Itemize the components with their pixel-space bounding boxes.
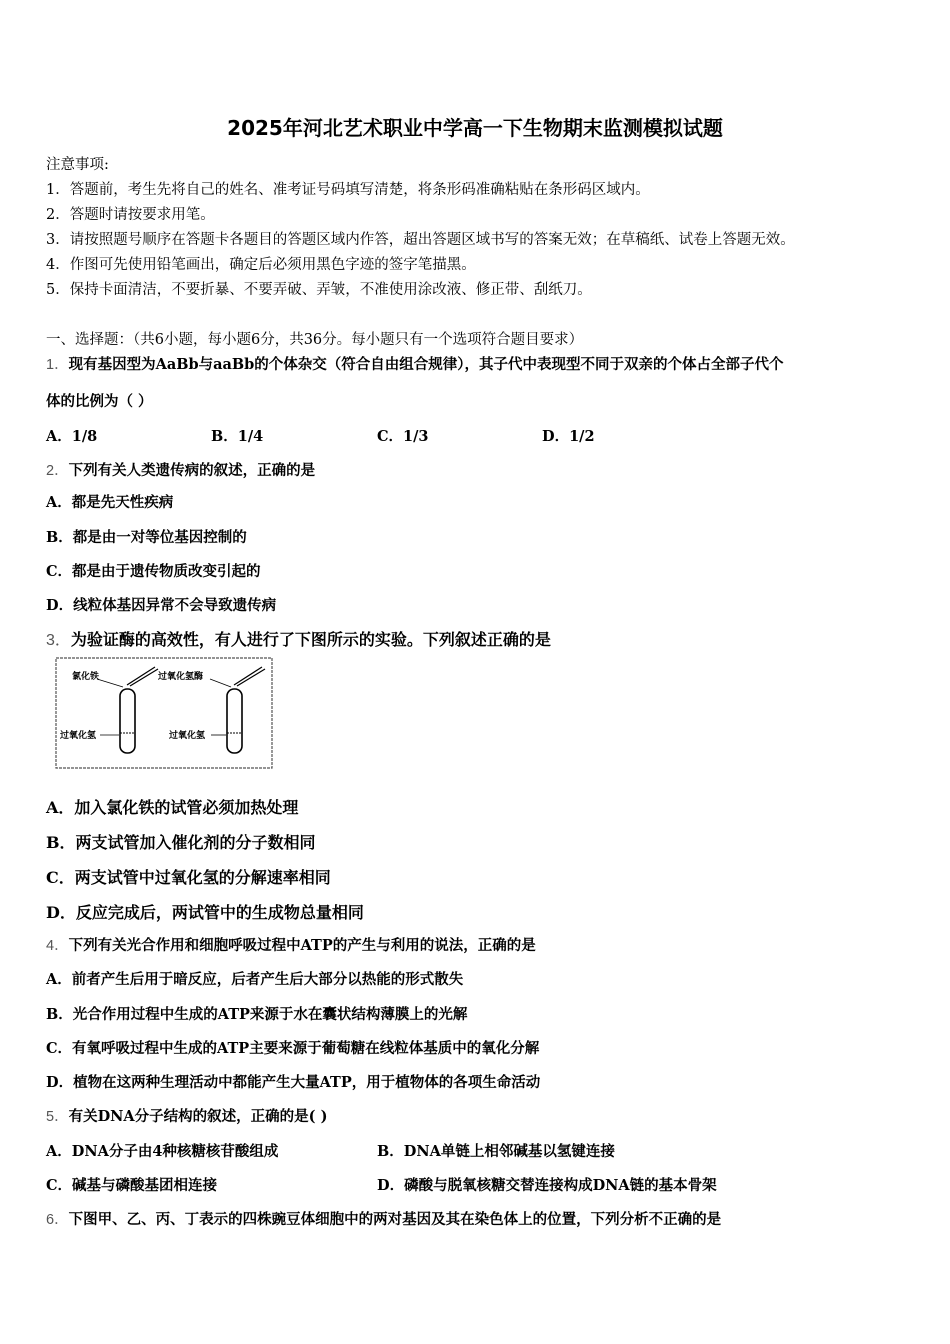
option-d: D．磷酸与脱氧核糖交替连接构成DNA链的基本骨架 xyxy=(377,1177,717,1194)
label-pointer xyxy=(97,679,123,687)
notice-item: 1．答题前，考生先将自己的姓名、准考证号码填写清楚，将条形码准确粘贴在条形码区域内。 xyxy=(46,182,650,198)
section-heading: 一、选择题：（共6小题，每小题6分，共36分。每小题只有一个选项符合题目要求） xyxy=(46,332,584,348)
notice-item: 4．作图可先使用铅笔画出，确定后必须用黑色字迹的签字笔描黑。 xyxy=(46,257,476,273)
option-c: C．碱基与磷酸基团相连接 xyxy=(46,1177,218,1194)
question-number: 3． xyxy=(46,632,71,649)
question-stem xyxy=(46,934,536,955)
page-title: 2025年河北艺术职业中学高一下生物期末监测模拟试题 xyxy=(227,116,723,140)
option-b: B．两支试管加入催化剂的分子数相同 xyxy=(46,833,316,852)
question-stem xyxy=(46,1208,721,1229)
question-text: 有关DNA分子结构的叙述，正确的是( ) xyxy=(68,1108,328,1125)
option-b: B．1/4 xyxy=(211,428,264,445)
option-b: B．光合作用过程中生成的ATP来源于水在囊状结构薄膜上的光解 xyxy=(46,1006,468,1023)
test-tube-left xyxy=(120,689,135,753)
label-hydrogen-peroxide-right: 过氧化氢 xyxy=(169,731,206,741)
question-number: 5． xyxy=(46,1109,69,1125)
option-a: A．1/8 xyxy=(46,428,98,445)
label-catalase: 过氧化氢酶 xyxy=(158,672,204,682)
question-text: 为验证酶的高效性，有人进行了下图所示的实验。下列叙述正确的是 xyxy=(70,630,551,649)
dropper-right xyxy=(234,667,262,685)
question-stem xyxy=(46,627,551,650)
option-d: D．反应完成后，两试管中的生成物总量相同 xyxy=(46,903,364,922)
question-stem xyxy=(46,1105,327,1126)
test-tube-right xyxy=(227,689,242,753)
dropper-left-edge xyxy=(130,669,158,686)
option-c: C．两支试管中过氧化氢的分解速率相同 xyxy=(46,868,331,887)
option-c: C．1/3 xyxy=(377,428,429,445)
option-d: D．1/2 xyxy=(542,428,595,445)
notice-item: 2．答题时请按要求用笔。 xyxy=(46,207,215,223)
dropper-right-edge xyxy=(237,669,265,686)
question-text: 下列有关人类遗传病的叙述，正确的是 xyxy=(68,462,316,479)
question-number: 1． xyxy=(46,357,69,373)
notice-heading: 注意事项: xyxy=(46,157,109,173)
option-b: B．都是由一对等位基因控制的 xyxy=(46,529,247,546)
option-d: D．线粒体基因异常不会导致遗传病 xyxy=(46,597,277,614)
question-stem-continued: 体的比例为（ ） xyxy=(46,393,153,410)
experiment-figure xyxy=(55,657,273,769)
option-c: C．都是由于遗传物质改变引起的 xyxy=(46,563,261,580)
label-hydrogen-peroxide-left: 过氧化氢 xyxy=(60,731,97,741)
question-text: 下图甲、乙、丙、丁表示的四株豌豆体细胞中的两对基因及其在染色体上的位置，下列分析不正确的是 xyxy=(68,1211,722,1228)
question-text: 下列有关光合作用和细胞呼吸过程中ATP的产生与利用的说法，正确的是 xyxy=(68,937,536,954)
question-stem xyxy=(46,353,784,374)
option-a: A．都是先天性疾病 xyxy=(46,494,174,511)
question-stem xyxy=(46,459,315,480)
notice-item: 3．请按照题号顺序在答题卡各题目的答题区域内作答，超出答题区域书写的答案无效；在草稿纸、试卷上答题无效。 xyxy=(46,232,795,248)
notice-item: 5．保持卡面清洁，不要折暴、不要弄破、弄皱，不准使用涂改液、修正带、刮纸刀。 xyxy=(46,282,592,298)
label-ferric-chloride: 氯化铁 xyxy=(72,672,100,682)
label-pointer xyxy=(210,679,231,687)
question-number: 6． xyxy=(46,1212,69,1228)
dropper-left xyxy=(127,667,155,685)
option-d: D．植物在这两种生理活动中都能产生大量ATP，用于植物体的各项生命活动 xyxy=(46,1074,541,1091)
option-a: A．加入氯化铁的试管必须加热处理 xyxy=(46,798,299,817)
option-a: A．DNA分子由4种核糖核苷酸组成 xyxy=(46,1143,279,1160)
question-number: 2． xyxy=(46,463,69,479)
option-c: C．有氧呼吸过程中生成的ATP主要来源于葡萄糖在线粒体基质中的氧化分解 xyxy=(46,1040,540,1057)
question-number: 4． xyxy=(46,938,69,954)
option-b: B．DNA单链上相邻碱基以氢键连接 xyxy=(377,1143,615,1160)
option-a: A．前者产生后用于暗反应，后者产生后大部分以热能的形式散失 xyxy=(46,971,464,988)
question-text: 现有基因型为AaBb与aaBb的个体杂交（符合自由组合规律），其子代中表现型不同于双亲的个体占全部子代个 xyxy=(68,356,784,373)
